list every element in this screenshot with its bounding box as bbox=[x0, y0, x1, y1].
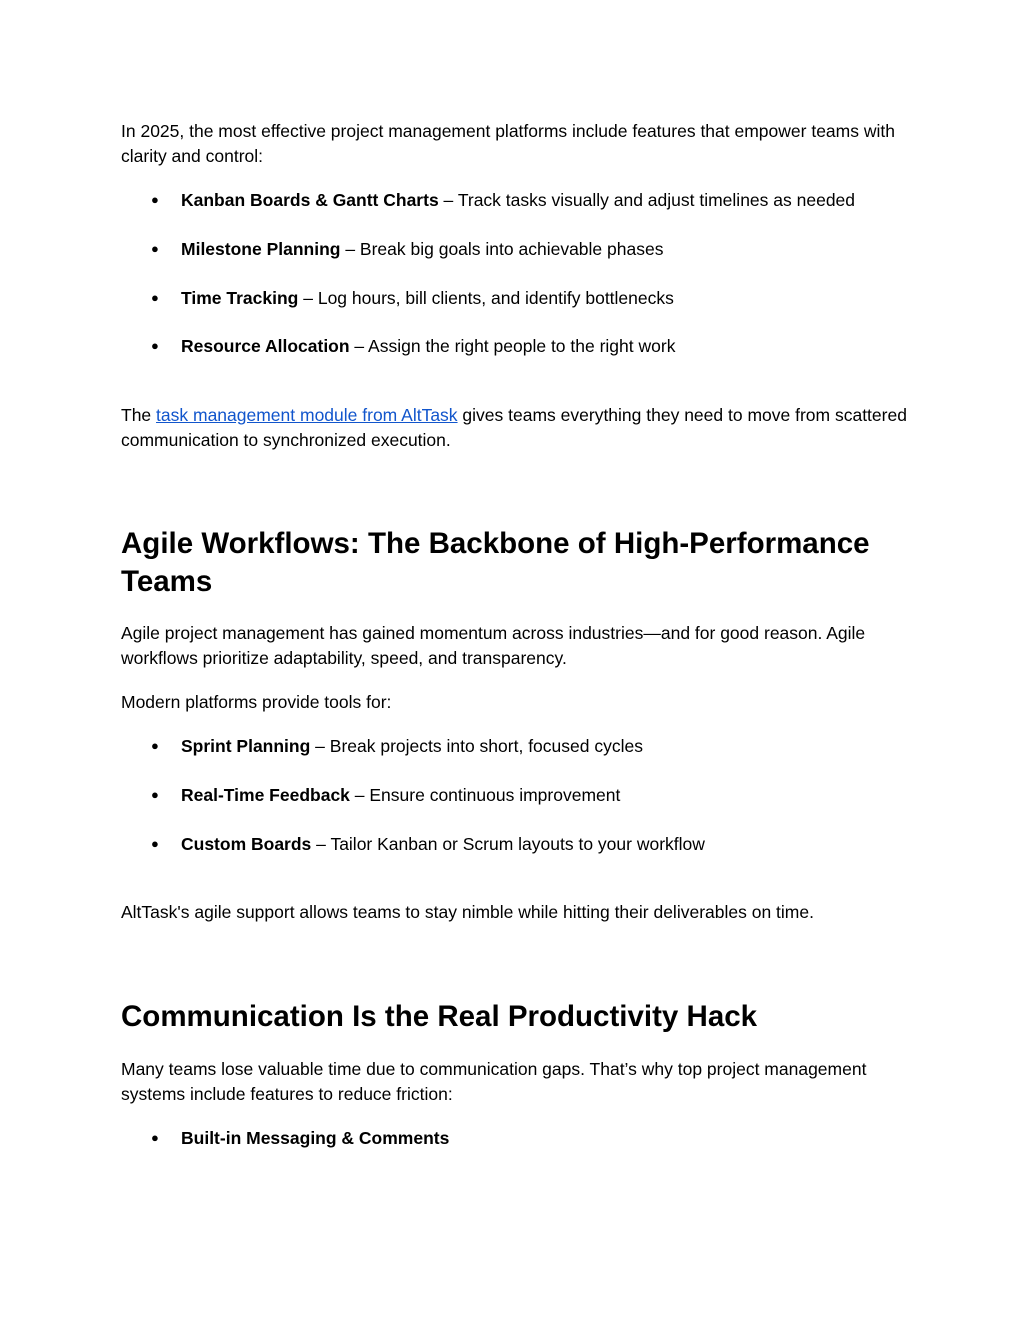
list-item-title: Resource Allocation bbox=[181, 336, 350, 356]
list-item-title: Kanban Boards & Gantt Charts bbox=[181, 190, 439, 210]
bullet-icon: ● bbox=[151, 192, 159, 207]
agile-tools-intro: Modern platforms provide tools for: bbox=[121, 692, 392, 712]
task-management-link[interactable]: task management module from AltTask bbox=[156, 405, 458, 425]
list-item bbox=[121, 832, 911, 856]
agile-closing-paragraph: AltTask's agile support allows teams to stay nimble while hitting their deliverables on time. bbox=[121, 902, 814, 922]
alttask-suffix: gives teams everything they need to move from scattered communication to synchronized execution. bbox=[121, 405, 907, 450]
list-item bbox=[121, 334, 911, 358]
list-item bbox=[121, 783, 911, 807]
agile-paragraph: Agile project management has gained momentum across industries—and for good reason. Agile workflows prioritize adaptability, speed, and transparency. bbox=[121, 623, 866, 668]
agile-heading: Agile Workflows: The Backbone of High-Performance Teams bbox=[121, 527, 870, 598]
list-item-title: Milestone Planning bbox=[181, 239, 341, 259]
intro-paragraph: In 2025, the most effective project management platforms include features that empower teams with clarity and control: bbox=[121, 121, 895, 166]
list-item-title: Real-Time Feedback bbox=[181, 785, 350, 805]
communication-heading: Communication Is the Real Productivity Hack bbox=[121, 1000, 758, 1033]
bullet-icon: ● bbox=[151, 738, 159, 753]
alttask-prefix: The bbox=[121, 405, 157, 425]
bullet-icon: ● bbox=[151, 290, 159, 305]
list-item-desc: – Break projects into short, focused cycles bbox=[310, 736, 643, 756]
list-item-desc: – Track tasks visually and adjust timelines as needed bbox=[438, 190, 856, 210]
list-item-title: Time Tracking bbox=[181, 288, 299, 308]
list-item-desc: – Break big goals into achievable phases bbox=[340, 239, 664, 259]
bullet-icon: ● bbox=[151, 787, 159, 802]
list-item-desc: – Ensure continuous improvement bbox=[349, 785, 621, 805]
list-item bbox=[121, 237, 911, 261]
bullet-icon: ● bbox=[151, 836, 159, 851]
list-item-title: Built-in Messaging & Comments bbox=[181, 1128, 450, 1148]
communication-paragraph: Many teams lose valuable time due to communication gaps. That’s why top project management systems include features to reduce friction: bbox=[121, 1059, 867, 1104]
list-item bbox=[121, 286, 911, 310]
list-item bbox=[121, 188, 911, 212]
list-item bbox=[121, 1126, 911, 1150]
list-item-title: Custom Boards bbox=[181, 834, 312, 854]
bullet-icon: ● bbox=[151, 241, 159, 256]
list-item bbox=[121, 734, 911, 758]
list-item-desc: – Log hours, bill clients, and identify bottlenecks bbox=[298, 288, 674, 308]
bullet-icon: ● bbox=[151, 338, 159, 353]
alttask-paragraph bbox=[121, 403, 911, 452]
bullet-icon: ● bbox=[151, 1130, 159, 1145]
list-item-desc: – Assign the right people to the right work bbox=[349, 336, 676, 356]
list-item-title: Sprint Planning bbox=[181, 736, 311, 756]
list-item-desc: – Tailor Kanban or Scrum layouts to your workflow bbox=[311, 834, 705, 854]
